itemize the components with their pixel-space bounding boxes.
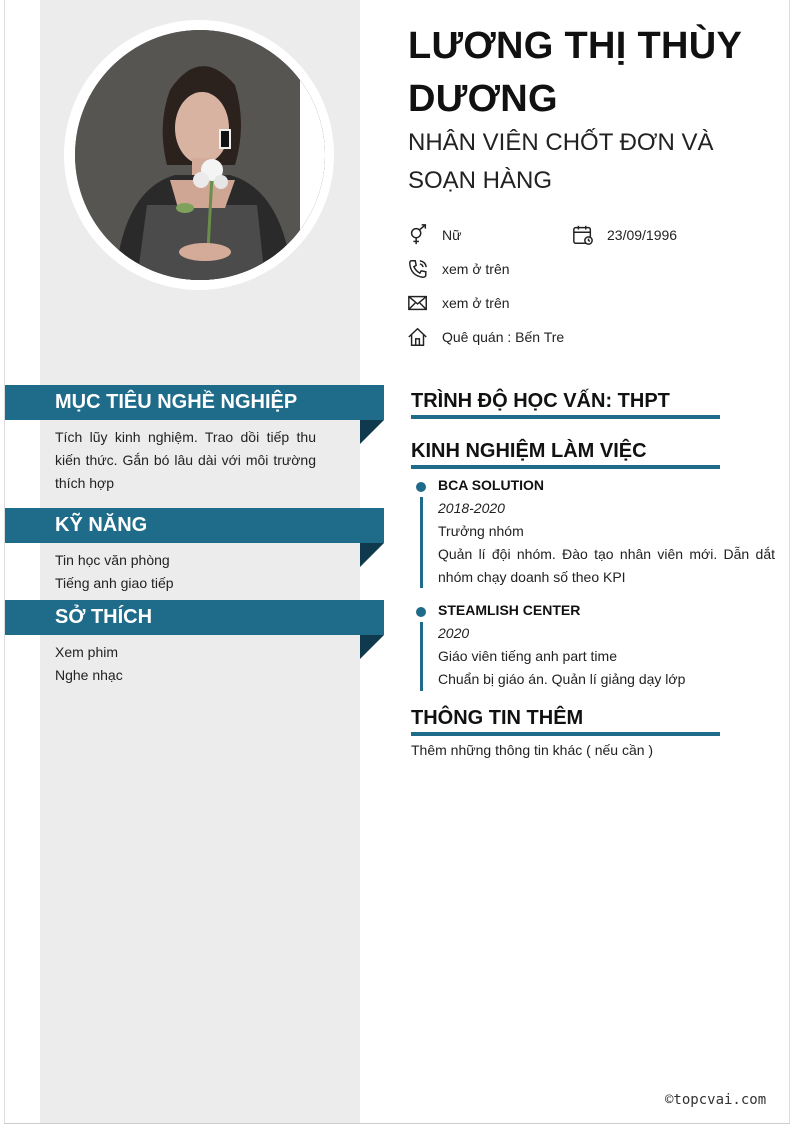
- skills-list: [55, 549, 316, 595]
- phone-row: [407, 258, 510, 280]
- hobbies-list: [55, 641, 316, 687]
- experience-role: Trưởng nhóm: [438, 523, 524, 539]
- timeline-dot: [416, 482, 426, 492]
- hometown-row: [407, 326, 564, 348]
- home-icon: [407, 326, 429, 348]
- skills-fold: [360, 543, 384, 567]
- skill-item: Tin học văn phòng: [55, 552, 170, 568]
- hobby-item: Xem phim: [55, 644, 119, 660]
- job-title: NHÂN VIÊN CHỐT ĐƠN VÀ SOẠN HÀNG: [408, 129, 714, 194]
- birthday-value: 23/09/1996: [607, 227, 678, 243]
- birthday-row: [572, 224, 677, 246]
- skills-header: [5, 508, 384, 543]
- avatar: [75, 30, 325, 280]
- objective-text: Tích lũy kinh nghiệm. Trao dồi tiếp thu kiến thức. Gắn bó lâu dài với môi trường thích hợp: [55, 429, 316, 491]
- objective-title: MỤC TIÊU NGHỀ NGHIỆP: [55, 391, 298, 413]
- timeline-line: [420, 622, 423, 691]
- calendar-icon: [572, 224, 594, 246]
- experience-period: 2020: [438, 625, 470, 641]
- experience-item: [416, 602, 776, 692]
- timeline-dot: [416, 607, 426, 617]
- experience-period: 2018-2020: [438, 500, 505, 516]
- candidate-name: LƯƠNG THỊ THÙY DƯƠNG: [408, 25, 742, 120]
- additional-title: THÔNG TIN THÊM: [411, 707, 720, 736]
- additional-text: Thêm những thông tin khác ( nếu cần ): [411, 742, 654, 758]
- skill-item: Tiếng anh giao tiếp: [55, 575, 174, 591]
- hometown-value: Quê quán : Bến Tre: [442, 329, 565, 345]
- phone-value: xem ở trên: [442, 261, 510, 277]
- objective-fold: [360, 420, 384, 444]
- experience-role: Giáo viên tiếng anh part time: [438, 648, 617, 664]
- gender-icon: [407, 224, 429, 246]
- hobbies-fold: [360, 635, 384, 659]
- hobby-item: Nghe nhạc: [55, 667, 123, 683]
- education-title: TRÌNH ĐỘ HỌC VẤN: THPT: [411, 390, 720, 419]
- experience-item: [416, 477, 776, 592]
- experience-description: Chuẩn bị giáo án. Quản lí giảng dạy lớp: [438, 671, 686, 687]
- skills-title: KỸ NĂNG: [55, 514, 148, 536]
- timeline-line: [420, 497, 423, 588]
- email-icon: [407, 292, 429, 314]
- objective-header: [5, 385, 384, 420]
- watermark: ©topcvai.com: [665, 1092, 767, 1108]
- email-value: xem ở trên: [442, 295, 510, 311]
- email-row: [407, 292, 510, 314]
- hobbies-title: SỞ THÍCH: [55, 606, 153, 628]
- phone-icon: [407, 258, 429, 280]
- gender-value: Nữ: [442, 227, 462, 243]
- experience-title: KINH NGHIỆM LÀM VIỆC: [411, 440, 720, 469]
- gender-row: [407, 224, 461, 246]
- hobbies-header: [5, 600, 384, 635]
- company-name: BCA SOLUTION: [438, 477, 545, 493]
- company-name: STEAMLISH CENTER: [438, 602, 581, 618]
- experience-description: Quản lí đội nhóm. Đào tạo nhân viên mới. Dẫn dắt nhóm chạy doanh số theo KPI: [438, 546, 775, 585]
